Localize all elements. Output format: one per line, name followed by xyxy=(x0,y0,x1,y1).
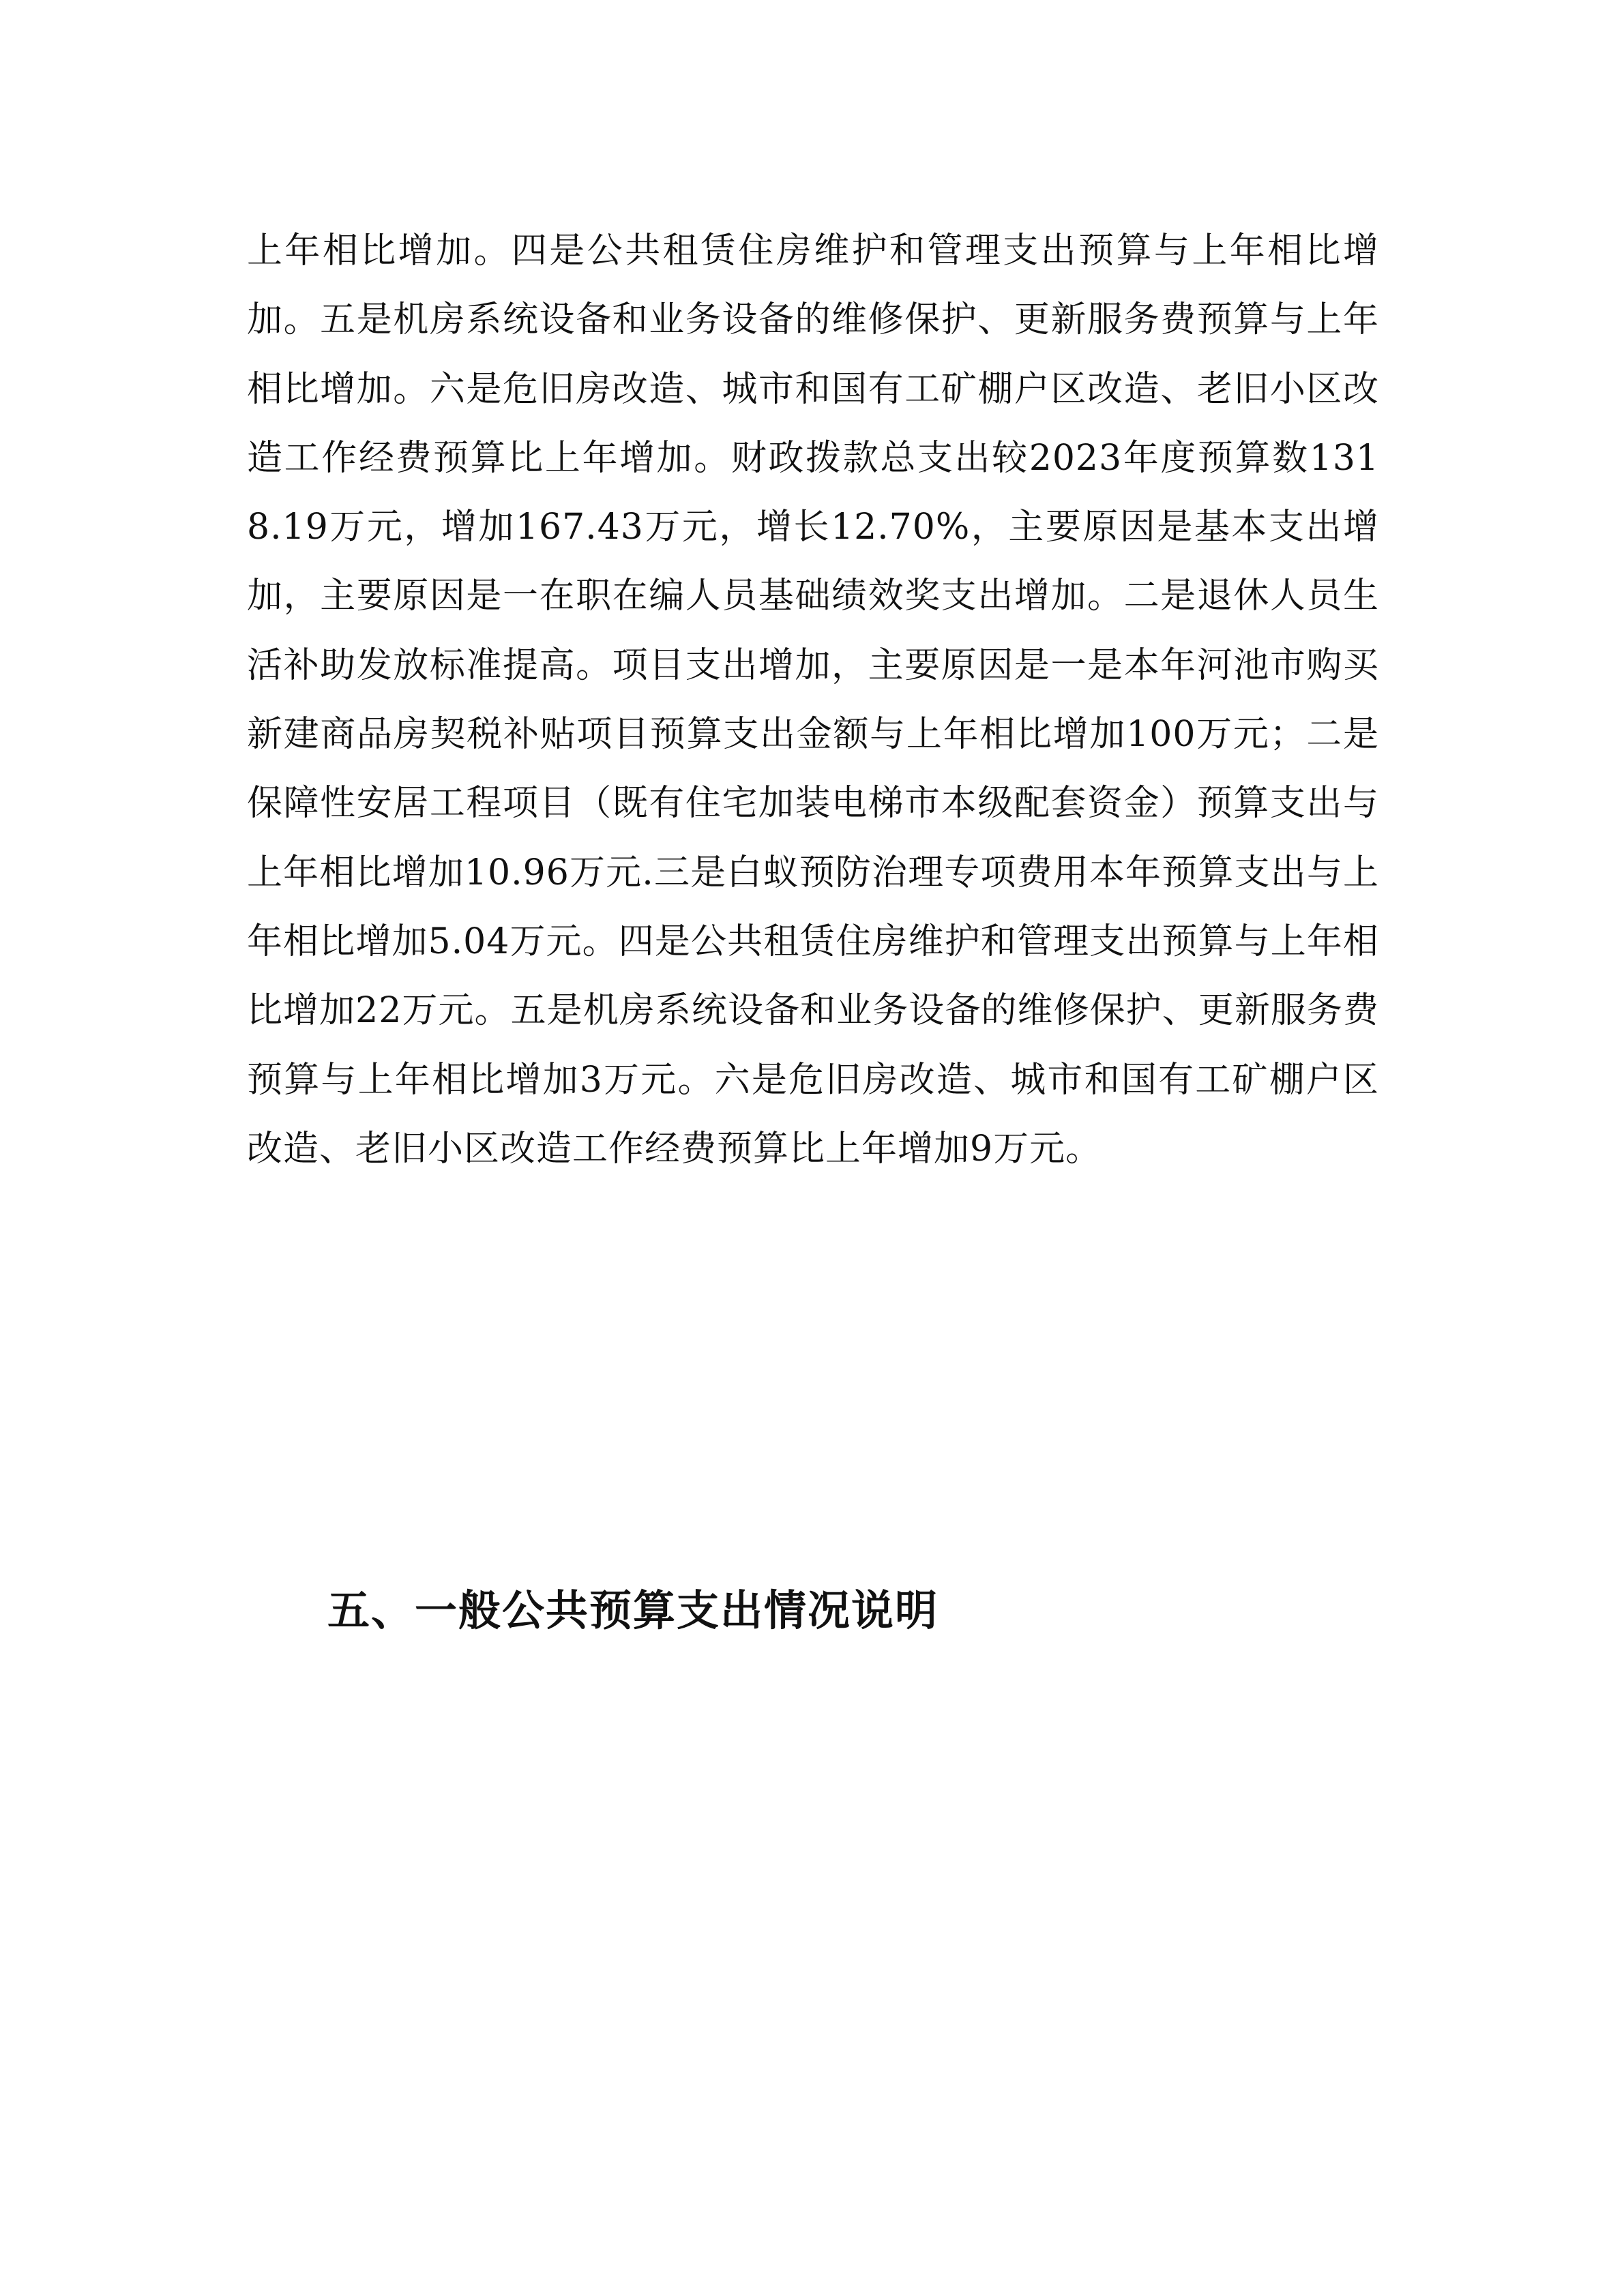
section-heading: 五、一般公共预算支出情况说明 xyxy=(327,1585,939,1635)
body-paragraph: 上年相比增加。四是公共租赁住房维护和管理支出预算与上年相比增加。五是机房系统设备和业务设备的维修保护、更新服务费预算与上年相比增加。六是危旧房改造、城市和国有工矿棚户区改造、老旧小区改造工作经费预算比上年增加。财政拨款总支出较2023年度预算数1318.19万元，增加167.43万元，增长12.70%，主要原因是基本支出增加，主要原因是一在职在编人员基础绩效奖支出增加。二是退休人员生活补助发放标准提高。项目支出增加，主要原因是一是本年河池市购买新建商品房契税补贴项目预算支出金额与上年相比增加100万元；二是保障性安居工程项目（既有住宅加装电梯市本级配套资金）预算支出与上年相比增加10.96万元.三是白蚁预防治理专项费用本年预算支出与上年相比增加5.04万元。四是公共租赁住房维护和管理支出预算与上年相比增加22万元。五是机房系统设备和业务设备的维修保护、更新服务费预算与上年相比增加3万元。六是危旧房改造、城市和国有工矿棚户区改造、老旧小区改造工作经费预算比上年增加9万元。 xyxy=(247,230,1379,1169)
